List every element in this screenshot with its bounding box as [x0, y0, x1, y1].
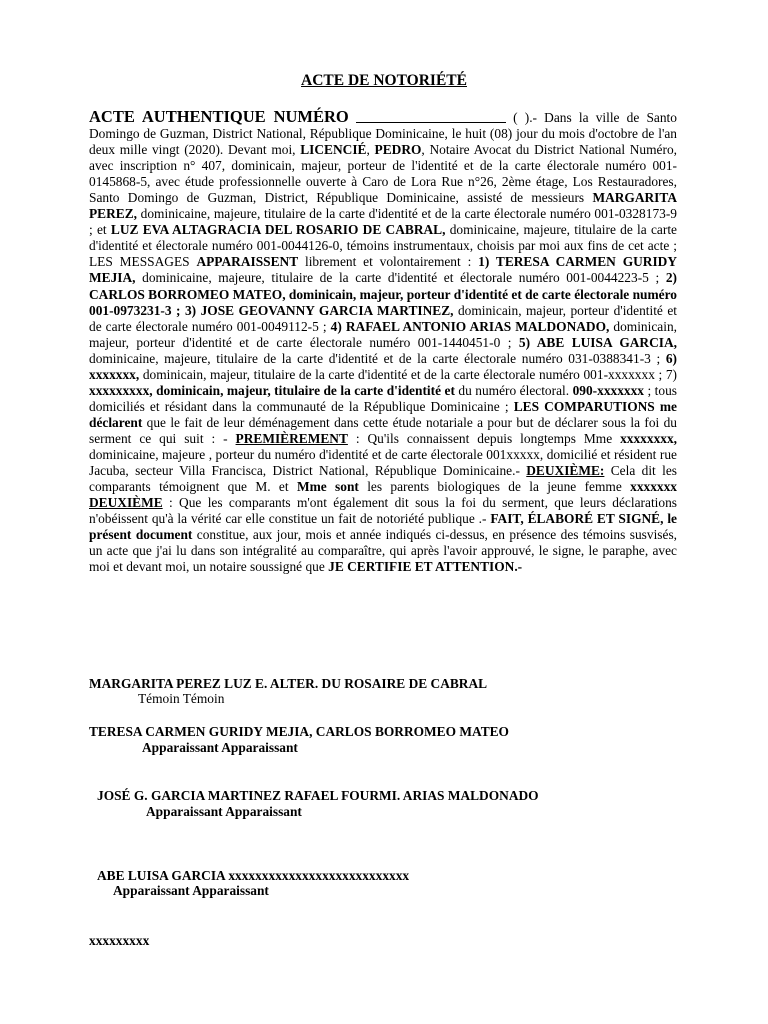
signature-names-appearers-1: TERESA CARMEN GURIDY MEJIA, CARLOS BORROMEO MATEO: [89, 724, 509, 739]
signature-names-witnesses: MARGARITA PEREZ LUZ E. ALTER. DU ROSAIRE DE CABRAL: [89, 676, 488, 691]
document-title: ACTE DE NOTORIÉTÉ: [301, 72, 467, 89]
act-heading: ACTE AUTHENTIQUE NUMÉRO: [89, 107, 349, 126]
act-number-blank: [356, 110, 506, 123]
section-deuxieme-repeat: DEUXIÈME: [89, 495, 163, 511]
section-deuxieme: DEUXIÈME:: [526, 463, 605, 479]
signature-role-appearers-3: Apparaissant Apparaissant: [113, 883, 269, 898]
act-body: ACTE AUTHENTIQUE NUMÉRO ( ).- Dans la ville de Santo Domingo de Guzman, District National, République Dominicaine, le huit (08) jour du mois d'octobre de l'an deux mille vingt (2020). Devant moi, LICENCIÉ, PEDRO, Notaire Avocat du District National Numéro, avec inscription n° 407, dominicain, majeur, porteur de l'identité et de la carte électorale numéro 001-0145868-5, avec étude professionnelle ouverte à Caro de Lora Rue n°26, 2ème étage, Los Restauradores, Santo Domingo de Guzman, District, République Dominicaine, assisté de messieurs MARGARITA PEREZ, dominicaine, majeure, titulaire de la carte d'identité et de la carte électorale numéro 001-0328173-9 ; et LUZ EVA ALTAGRACIA DEL ROSARIO DE CABRAL, dominicaine, majeure, titulaire de la carte d'identité et électorale numéro 001-0044126-0, témoins instrumentaux, choisis par moi aux fins de cet acte ; LES MESSAGES APPARAISSENT librement et volontairement : 1) TERESA CARMEN GURIDY MEJIA, dominicaine, majeure, titulaire de la carte d'identité et électorale numéro 001-0044223-5 ; 2) CARLOS BORROMEO MATEO, dominicain, majeur, porteur d'identité et de carte électorale numéro 001-0973231-3 ; 3) JOSE GEOVANNY GARCIA MARTINEZ, dominicain, majeur, porteur d'identité et de carte électorale numéro 001-0049112-5 ; 4) RAFAEL ANTONIO ARIAS MALDONADO, dominicain, majeur, porteur d'identité et de carte électorale numéro 001-1440451-0 ; 5) ABE LUISA GARCIA, dominicaine, majeure, titulaire de la carte d'identité et de la carte électorale numéro 031-0388341-3 ; 6) xxxxxxx, dominicain, majeur, titulaire de la carte d'identité et de la carte électorale numéro 001-xxxxxxx ; 7) xxxxxxxxx, dominicain, majeur, titulaire de la carte d'identité et du numéro électoral. 090-xxxxxxx ; tous domiciliés et résidant dans la communauté de la République Dominicaine ; LES COMPARUTIONS me déclarent que le fait de leur déménagement dans cette étude notariale a pour but de déclarer sous la foi du serment ce qui suit : - PREMIÈREMENT : Qu'ils connaissent depuis longtemps Mme xxxxxxxx, dominicaine, majeure , porteur du numéro d'identité et de carte électorale 001xxxxx, domicilié et résident rue Jacuba, secteur Villa Francisca, District National, République Dominicaine.- DEUXIÈME: Cela dit les comparants témoignent que M. et Mme sont les parents biologiques de la jeune femme xxxxxxx DEUXIÈME : Que les comparants m'ont également dit sous la foi du serment, que leurs déclarations n'obéissent qu'à la vérité car elle constitue un fait de notoriété publique .- FAIT, ÉLABORÉ ET SIGNÉ, le présent document constitue, aux jour, mois et année indiqués ci-dessus, en présence des témoins susvisés, un acte que j'ai lu dans son intégralité au comparaître, qui après l'avoir approuvé, le signe, le paraphe, avec moi et devant moi, un notaire soussigné que JE CERTIFIE ET ATTENTION.-: [89, 107, 678, 575]
section-premierement: PREMIÈREMENT: [235, 430, 348, 446]
signature-role-appearers-2: Apparaissant Apparaissant: [146, 804, 302, 819]
signature-role-appearers-1: Apparaissant Apparaissant: [142, 740, 298, 755]
footer-placeholder: xxxxxxxxx: [89, 933, 150, 948]
signature-names-appearers-2: JOSÉ G. GARCIA MARTINEZ RAFAEL FOURMI. ARIAS MALDONADO: [97, 788, 539, 803]
signature-names-appearers-3: ABE LUISA GARCIA xxxxxxxxxxxxxxxxxxxxxxxxxxx: [97, 868, 410, 883]
signature-role-witnesses: Témoin Témoin: [138, 691, 225, 706]
